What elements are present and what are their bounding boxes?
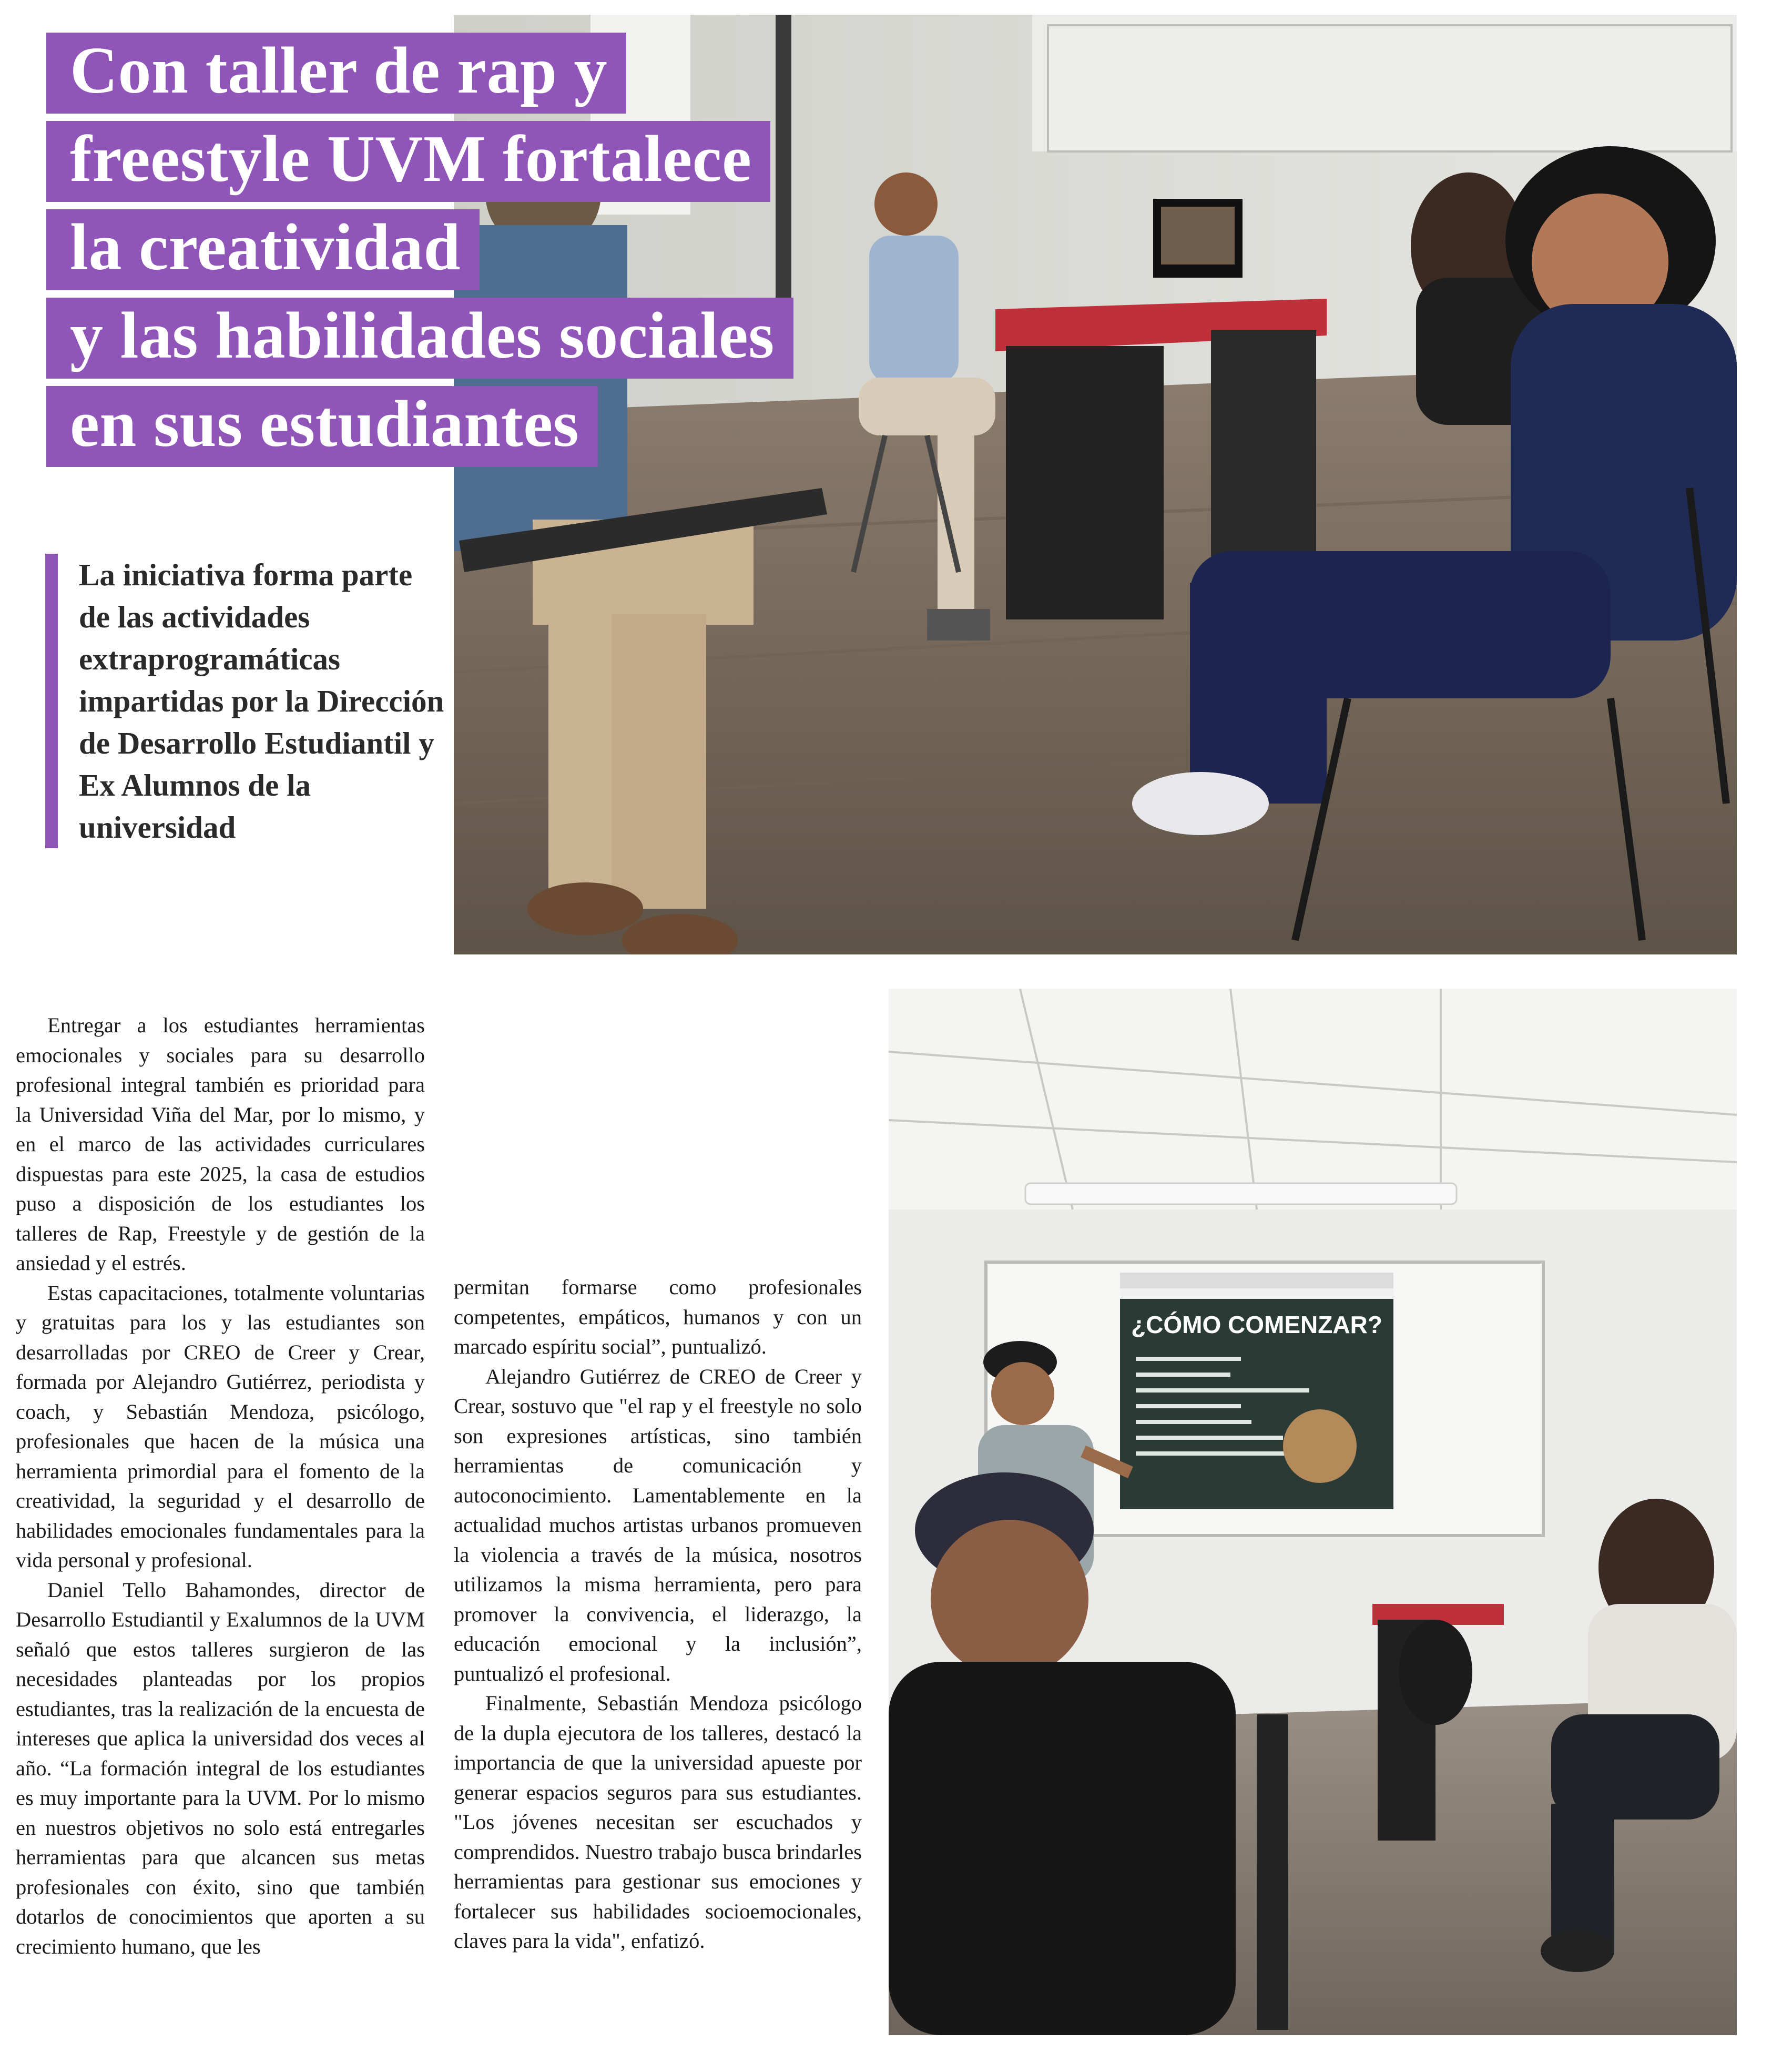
body-paragraph-continued: permitan formarse como profesionales competentes, empáticos, humanos y con un marcado espíritu social”, puntualizó. (454, 1275, 862, 1358)
body-paragraph: Entregar a los estudiantes herramientas emocionales y sociales para su desarrollo profesional integral también es prioridad para la Universidad Viña del Mar, por lo mismo, y en el marco de las actividades curriculares dispuestas para este 2025, la casa de estudios puso a disposición de los estudiantes los talleres de Rap, Freestyle y de gestión de la ansiedad y el estrés. (16, 1013, 425, 1275)
slide-title: ¿CÓMO COMENZAR? (1131, 1311, 1382, 1338)
body-paragraph: Daniel Tello Bahamondes, director de Desarrollo Estudiantil y Exalumnos de la UVM señaló que estos talleres surgieron de las necesidades planteadas por los propios estudiantes, tras la realización de la encuesta de intereses que aplica la universidad dos veces al año. “La formación integral de los estudiantes es muy importante para la UVM. Por lo mismo en nuestros objetivos no solo está entregarles herramientas para que alcancen sus metas profesionales con éxito, sino que también dotarlos de conocimientos que aporten a su crecimiento humano, que les (16, 1578, 425, 1958)
headline-line-4: y las habilidades sociales (46, 298, 793, 379)
body-column-1 (16, 1011, 425, 1961)
presentation-photo-bottom (889, 989, 1737, 2035)
deck (45, 554, 447, 848)
body-paragraph: Estas capacitaciones, totalmente voluntarias y gratuitas para los y las estudiantes son desarrolladas por CREO de Creer y Crear, formada por Alejandro Gutiérrez, periodista y coach, y Sebastián Mendoza, psicólogo, profesionales que hacen de la música una herramienta primordial para el fomento de la creatividad, la seguridad y el desarrollo de habilidades emocionales fundamentales para la vida personal y profesional. (16, 1280, 425, 1572)
headline-line-2: freestyle UVM fortalece (46, 121, 770, 202)
deck-text: La iniciativa forma parte de las actividades extraprogramáticas impartidas por la Dirección de Desarrollo Estudiantil y Ex Alumnos de la universidad (79, 557, 444, 845)
headline-line-1: Con taller de rap y (46, 33, 626, 114)
body-column-2 (454, 1273, 862, 1956)
presentation-photo-bottom-illustration (889, 989, 1737, 2035)
body-paragraph: Alejandro Gutiérrez de CREO de Creer y Crear, sostuvo que "el rap y el freestyle no solo son expresiones artísticas, sino también herramientas de comunicación y autoconocimiento. Lamentablemente en la actualidad muchos artistas urbanos promueven la violencia a través de la música, nosotros utilizamos la misma herramienta, pero para promover la convivencia, el liderazgo, la educación emocional y la inclusión”, puntualizó el profesional. (454, 1364, 862, 1685)
headline-line-5: en sus estudiantes (46, 386, 598, 467)
headline-line-3: la creatividad (46, 209, 480, 290)
body-paragraph: Finalmente, Sebastián Mendoza psicólogo de la dupla ejecutora de los talleres, destacó la importancia de que la universidad apueste por generar espacios seguros para sus estudiantes. "Los jóvenes necesitan ser escuchados y comprendidos. Nuestro trabajo busca brindarles herramientas para gestionar sus emociones y fortalecer sus habilidades socioemocionales, claves para la vida", enfatizó. (454, 1691, 862, 1953)
headline (46, 33, 835, 474)
